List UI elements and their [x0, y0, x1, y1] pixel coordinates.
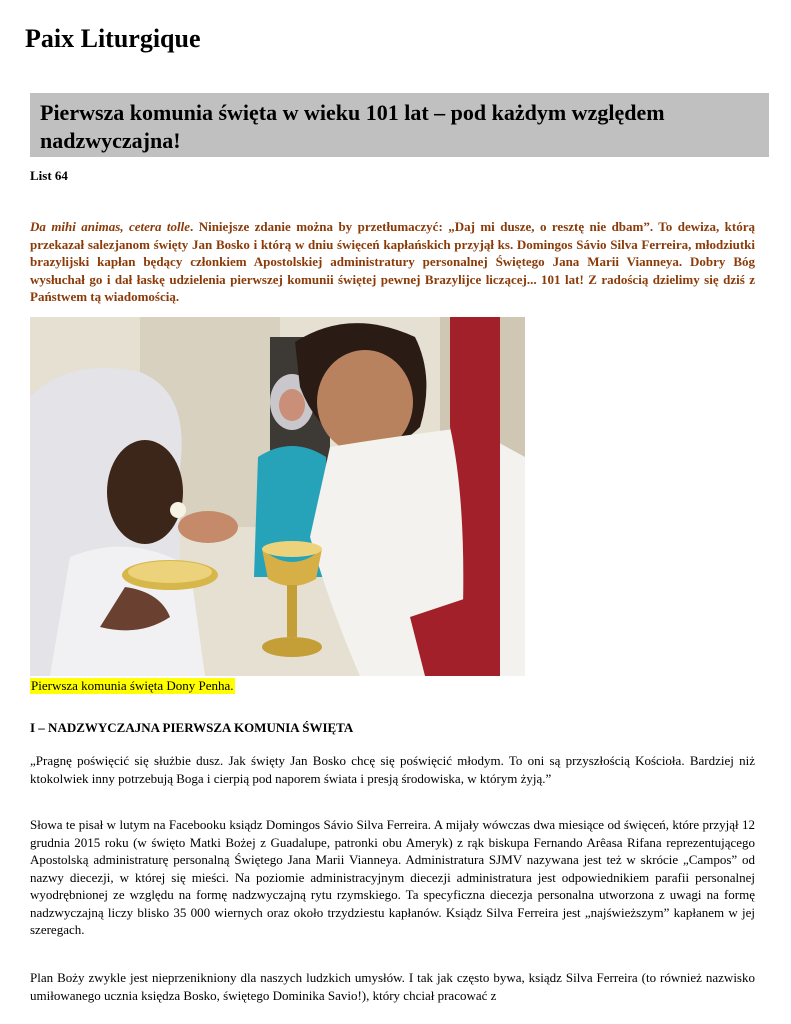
body-paragraph: „Pragnę poświęcić się służbie dusz. Jak święty Jan Bosko chcę się poświęcić młodym. To oni są przyszłością Kościoła. Bardziej niż ktokolwiek inny potrzebują Boga i cierpią pod naporem świata i presją środowiska, w którym żyją.”: [30, 753, 755, 786]
body-paragraph: Słowa te pisał w lutym na Facebooku ksiądz Domingos Sávio Silva Ferreira. A mijały wówczas dwa miesiące od święceń, które przyjął 12 grudnia 2015 roku (w święto Matki Bożej z Guadalupe, patronki obu Ameryk) z rąk biskupa Fernando Arêasa Rifana reprezentującego Apostolską administraturę personalną Świętego Jana Marii Vianneya. Administratura SJMV nazywana jest też w skrócie „Campos” od nazwy diecezji, w której się mieści. Na poziomie administracyjnym diecezji administratura jest odpowiednikiem parafii personalnej wyodrębnionej ze względu na formę nadzwyczajną rytu rzymskiego. Ta specyficzna diecezja personalna utworzona z uwagi na formę nadzwyczajną liczy blisko 35 000 wiernych oraz około trzydziestu kapłanów. Ksiądz Silva Ferreira jest „najświeższym” kapłanem w jej szeregach.: [30, 817, 755, 937]
communion-photo-illustration: [30, 317, 525, 676]
section-heading: I – NADZWYCZAJNA PIERWSZA KOMUNIA ŚWIĘTA: [30, 720, 354, 735]
body-paragraph: Plan Boży zwykle jest nieprzenikniony dla naszych ludzkich umysłów. I tak jak często bywa, ksiądz Silva Ferreira (to również nazwisko umiłowanego ucznia księdza Bosko, świętego Dominika Savio!), który chciał pracować z: [30, 970, 755, 1003]
communion-photo: [30, 317, 525, 676]
site-title: Paix Liturgique: [25, 24, 201, 53]
lead-text: . Niniejsze zdanie można by przetłumaczyć: „Daj mi dusze, o resztę nie dbam”. To dewiza, którą przekazał salezjanom święty Jan Bosko i którą w dniu święceń kapłańskich przyjął ks. Domingos Sávio Silva Ferreira, młodziutki brazylijski kapłan będący członkiem Apostolskiej administratury personalnej Świętego Jana Marii Vianneya. Dobry Bóg wysłuchał go i dał łaskę udzielenia pierwszej komunii świętej pewnej Brazylijce liczącej... 101 lat! Z radością dzielimy się dziś z Państwem tą wiadomością.: [30, 219, 755, 304]
list-number: List 64: [30, 168, 68, 183]
photo-caption: Pierwsza komunia święta Dony Penha.: [31, 678, 234, 693]
article-title-box: [30, 93, 769, 157]
lead-paragraph: [30, 218, 755, 306]
article-title: Pierwsza komunia święta w wieku 101 lat – pod każdym względem nadzwyczajna!: [40, 100, 665, 153]
lead-latin-motto: Da mihi animas, cetera tolle: [30, 219, 191, 234]
